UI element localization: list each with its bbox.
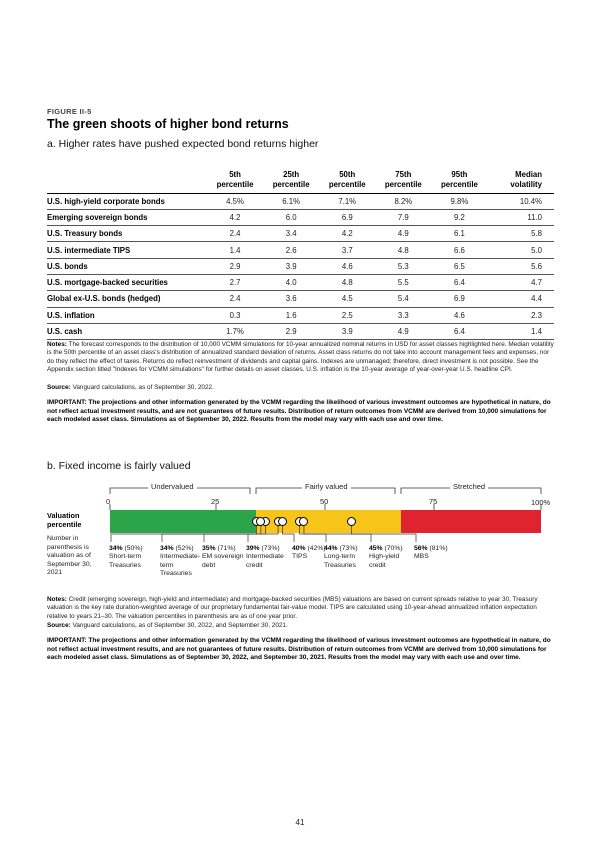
table-cell: 7.9 <box>375 209 431 225</box>
asset-name: TIPS <box>292 553 308 561</box>
table-cell: 2.4 <box>207 226 263 242</box>
asset-column <box>160 545 206 578</box>
asset-name: Long-term Treasuries <box>324 553 356 569</box>
notes-text-b: Credit (emerging sovereign, high-yield and intermediate) and mortgage-backed securities (MBS) valuations are based on current spreads relative to year 30. Treasury valuation is the key rate duration-weighted average of our proprietary fundamental fair-value model. TIPS are calculated using 10-year-ahead annualized inflation expectation relative to years 21–30. The valuation percentiles in parenthesis are as of one year prior. <box>47 596 538 620</box>
section-a-important: IMPORTANT: The projections and other information generated by the VCMM regarding the likelihood of various investment outcomes are hypothetical in nature, do not reflect actual investment results, and are not guarantees of future results. Distribution of return outcomes from VCMM are derived from 10,000 simulations for each modeled asset class. Simulations as of September 30, 2022. Results from the model may vary with each use and over time. <box>47 399 551 424</box>
table-row <box>47 226 554 242</box>
section-b-source <box>47 622 554 630</box>
valuation-scale <box>0 480 600 512</box>
table-cell: 4.7 <box>487 274 554 290</box>
table-cell: 6.5 <box>431 258 487 274</box>
table-cell: 3.9 <box>263 258 319 274</box>
header-50th <box>319 167 375 193</box>
table-row <box>47 258 554 274</box>
table-cell: 5.4 <box>375 291 431 307</box>
row-label: U.S. mortgage-backed securities <box>47 274 207 290</box>
asset-column <box>324 545 370 570</box>
section-a-notes <box>47 341 554 375</box>
table-row <box>47 209 554 225</box>
table-cell: 0.3 <box>207 307 263 323</box>
tick-label-100: 100% <box>531 498 551 507</box>
section-a-title: a. Higher rates have pushed expected bond returns higher <box>47 138 319 150</box>
asset-valuation <box>324 545 370 553</box>
asset-name: MBS <box>414 553 429 561</box>
asset-prev-percent: (73%) <box>261 545 280 552</box>
header-5th <box>207 167 263 193</box>
asset-valuation <box>109 545 155 553</box>
tick-label-75: 75 <box>429 497 438 506</box>
table-cell: 9.2 <box>431 209 487 225</box>
header-75th <box>375 167 431 193</box>
tick-label-25: 25 <box>211 497 220 506</box>
header-line: percentile <box>441 179 478 189</box>
row-label: U.S. inflation <box>47 307 207 323</box>
table-cell: 6.4 <box>431 323 487 339</box>
table-cell: 4.2 <box>319 226 375 242</box>
table-cell: 4.8 <box>319 274 375 290</box>
asset-percent: 56% <box>414 545 430 552</box>
table-cell: 4.0 <box>263 274 319 290</box>
table-cell: 5.3 <box>375 258 431 274</box>
figure-title: The green shoots of higher bond returns <box>47 117 289 131</box>
notes-label-b: Notes: <box>47 596 67 603</box>
asset-prev-percent: (52%) <box>175 545 194 552</box>
table-cell: 1.6 <box>263 307 319 323</box>
number-in-parenthesis-label: Number in parenthesis is valuation as of September 30, 2021 <box>47 535 92 577</box>
table-cell: 2.6 <box>263 242 319 258</box>
asset-name: Short-term Treasuries <box>109 553 142 569</box>
source-text-b: Vanguard calculations, as of September 30, 2022, and September 30, 2021. <box>72 622 288 629</box>
asset-prev-percent: (73%) <box>339 545 358 552</box>
page-number: 41 <box>295 818 305 827</box>
table-cell: 2.3 <box>487 307 554 323</box>
asset-prev-percent: (70%) <box>384 545 403 552</box>
tick-label-0: 0 <box>106 497 111 506</box>
asset-name: Intermediate credit <box>246 553 284 569</box>
asset-percent: 39% <box>246 545 262 552</box>
section-a-source <box>47 384 554 392</box>
row-label: U.S. cash <box>47 323 207 339</box>
table-cell: 9.8% <box>431 193 487 209</box>
table-cell: 4.6 <box>319 258 375 274</box>
header-line: percentile <box>272 179 310 189</box>
table-cell: 4.9 <box>375 323 431 339</box>
table-cell: 5.6 <box>487 258 554 274</box>
table-cell: 5.8 <box>487 226 554 242</box>
notes-text: The forecast corresponds to the distribution of 10,000 VCMM simulations for 10-year annualized nominal returns in USD for asset classes highlighted here. Median volatility is the 50th percentile of an asset class's distribution of annualized standard deviation of returns. Asset class returns do not take into account management fees and expenses, nor do they reflect the effect of taxes. Returns do reflect reinvestment of dividends and capital gains. Indexes are unmanaged; therefore, direct investment is not possible. See the Appendix section titled "Indexes for VCMM simulations" for further details on asset classes. U.S. inflation is the 10-year average of year-over-year U.S. headline CPI. <box>47 341 554 374</box>
table-row <box>47 323 554 339</box>
table-cell: 4.5 <box>319 291 375 307</box>
table-cell: 2.7 <box>207 274 263 290</box>
asset-prev-percent: (42%) <box>307 545 326 552</box>
section-b-notes <box>47 596 554 621</box>
header-95th <box>431 167 487 193</box>
table-cell: 4.4 <box>487 291 554 307</box>
asset-prev-percent: (50%) <box>124 545 143 552</box>
asset-valuation <box>414 545 460 553</box>
header-blank <box>47 167 207 193</box>
table-cell: 1.7% <box>207 323 263 339</box>
table-cell: 6.6 <box>431 242 487 258</box>
table-cell: 2.4 <box>207 291 263 307</box>
header-line: 75th <box>395 169 412 179</box>
table-cell: 4.5% <box>207 193 263 209</box>
table-row <box>47 242 554 258</box>
table-cell: 6.1% <box>263 193 319 209</box>
source-label: Source: <box>47 384 71 391</box>
header-line: 5th <box>229 169 241 179</box>
section-b-title: b. Fixed income is fairly valued <box>47 460 191 472</box>
tick-label-50: 50 <box>320 497 329 506</box>
table-cell: 3.4 <box>263 226 319 242</box>
header-25th <box>263 167 319 193</box>
header-line: percentile <box>216 179 254 189</box>
header-median-volatility <box>487 167 554 193</box>
table-cell: 3.3 <box>375 307 431 323</box>
zone-label-undervalued: Undervalued <box>148 482 197 491</box>
asset-prev-percent: (71%) <box>217 545 236 552</box>
row-label: U.S. Treasury bonds <box>47 226 207 242</box>
table-cell: 4.2 <box>207 209 263 225</box>
row-label: U.S. intermediate TIPS <box>47 242 207 258</box>
asset-valuation <box>202 545 248 553</box>
table-cell: 11.0 <box>487 209 554 225</box>
asset-name: Intermediate-term Treasuries <box>160 553 201 577</box>
row-label: U.S. bonds <box>47 258 207 274</box>
returns-table <box>47 167 554 340</box>
row-label: Global ex-U.S. bonds (hedged) <box>47 291 207 307</box>
section-b-important: IMPORTANT: The projections and other information generated by the VCMM regarding the likelihood of various investment outcomes are hypothetical in nature, do not reflect actual investment results, and are not guarantees of future results. Distribution of return outcomes from VCMM are derived from 10,000 simulations for each modeled asset class. Simulations as of September 30, 2022, and September 30, 2021. Results from the model may vary with each use and over time. <box>47 637 551 662</box>
figure-label: FIGURE II-5 <box>47 107 92 116</box>
table-cell: 6.9 <box>319 209 375 225</box>
header-line: 95th <box>451 169 468 179</box>
asset-column <box>202 545 248 570</box>
header-line: 25th <box>283 169 300 179</box>
asset-valuation <box>369 545 415 553</box>
source-text: Vanguard calculations, as of September 30, 2022. <box>72 384 214 391</box>
table-cell: 2.9 <box>263 323 319 339</box>
table-cell: 10.4% <box>487 193 554 209</box>
asset-valuation <box>246 545 292 553</box>
header-line: Median <box>515 169 542 179</box>
asset-prev-percent: (81%) <box>429 545 448 552</box>
asset-column <box>414 545 460 562</box>
table-cell: 7.1% <box>319 193 375 209</box>
asset-connector <box>248 526 278 542</box>
table-row <box>47 274 554 290</box>
valuation-percentile-label: Valuation percentile <box>47 511 82 529</box>
header-line: percentile <box>384 179 422 189</box>
table-cell: 6.0 <box>263 209 319 225</box>
asset-percent: 34% <box>160 545 176 552</box>
header-line: 50th <box>339 169 356 179</box>
asset-valuation <box>160 545 206 553</box>
asset-column <box>109 545 155 570</box>
asset-column <box>369 545 415 570</box>
table-cell: 2.5 <box>319 307 375 323</box>
table-cell: 3.6 <box>263 291 319 307</box>
table-cell: 1.4 <box>207 242 263 258</box>
table-cell: 3.7 <box>319 242 375 258</box>
row-label: Emerging sovereign bonds <box>47 209 207 225</box>
asset-percent: 34% <box>109 545 125 552</box>
table-cell: 1.4 <box>487 323 554 339</box>
asset-percent: 40% <box>292 545 308 552</box>
table-cell: 6.9 <box>431 291 487 307</box>
table-cell: 2.9 <box>207 258 263 274</box>
table-cell: 4.6 <box>431 307 487 323</box>
table-cell: 5.5 <box>375 274 431 290</box>
table-cell: 8.2% <box>375 193 431 209</box>
asset-column <box>246 545 292 570</box>
asset-name: EM sovereign debt <box>202 553 244 569</box>
header-line: volatility <box>510 179 542 189</box>
table-cell: 4.8 <box>375 242 431 258</box>
zone-label-fair: Fairly valued <box>302 482 351 491</box>
table-cell: 3.9 <box>319 323 375 339</box>
table-row <box>47 291 554 307</box>
table-row <box>47 193 554 209</box>
table-header-row <box>47 167 554 193</box>
asset-connector <box>351 526 416 542</box>
table-cell: 6.1 <box>431 226 487 242</box>
table-cell: 4.9 <box>375 226 431 242</box>
table-cell: 6.4 <box>431 274 487 290</box>
asset-percent: 35% <box>202 545 218 552</box>
asset-percent: 44% <box>324 545 340 552</box>
asset-percent: 45% <box>369 545 385 552</box>
row-label: U.S. high-yield corporate bonds <box>47 193 207 209</box>
table-cell: 5.0 <box>487 242 554 258</box>
header-line: percentile <box>328 179 366 189</box>
table-row <box>47 307 554 323</box>
notes-label: Notes: <box>47 341 67 348</box>
source-label-b: Source: <box>47 622 71 629</box>
asset-connector <box>282 526 294 542</box>
zone-label-stretched: Stretched <box>450 482 488 491</box>
asset-name: High-yield credit <box>369 553 400 569</box>
